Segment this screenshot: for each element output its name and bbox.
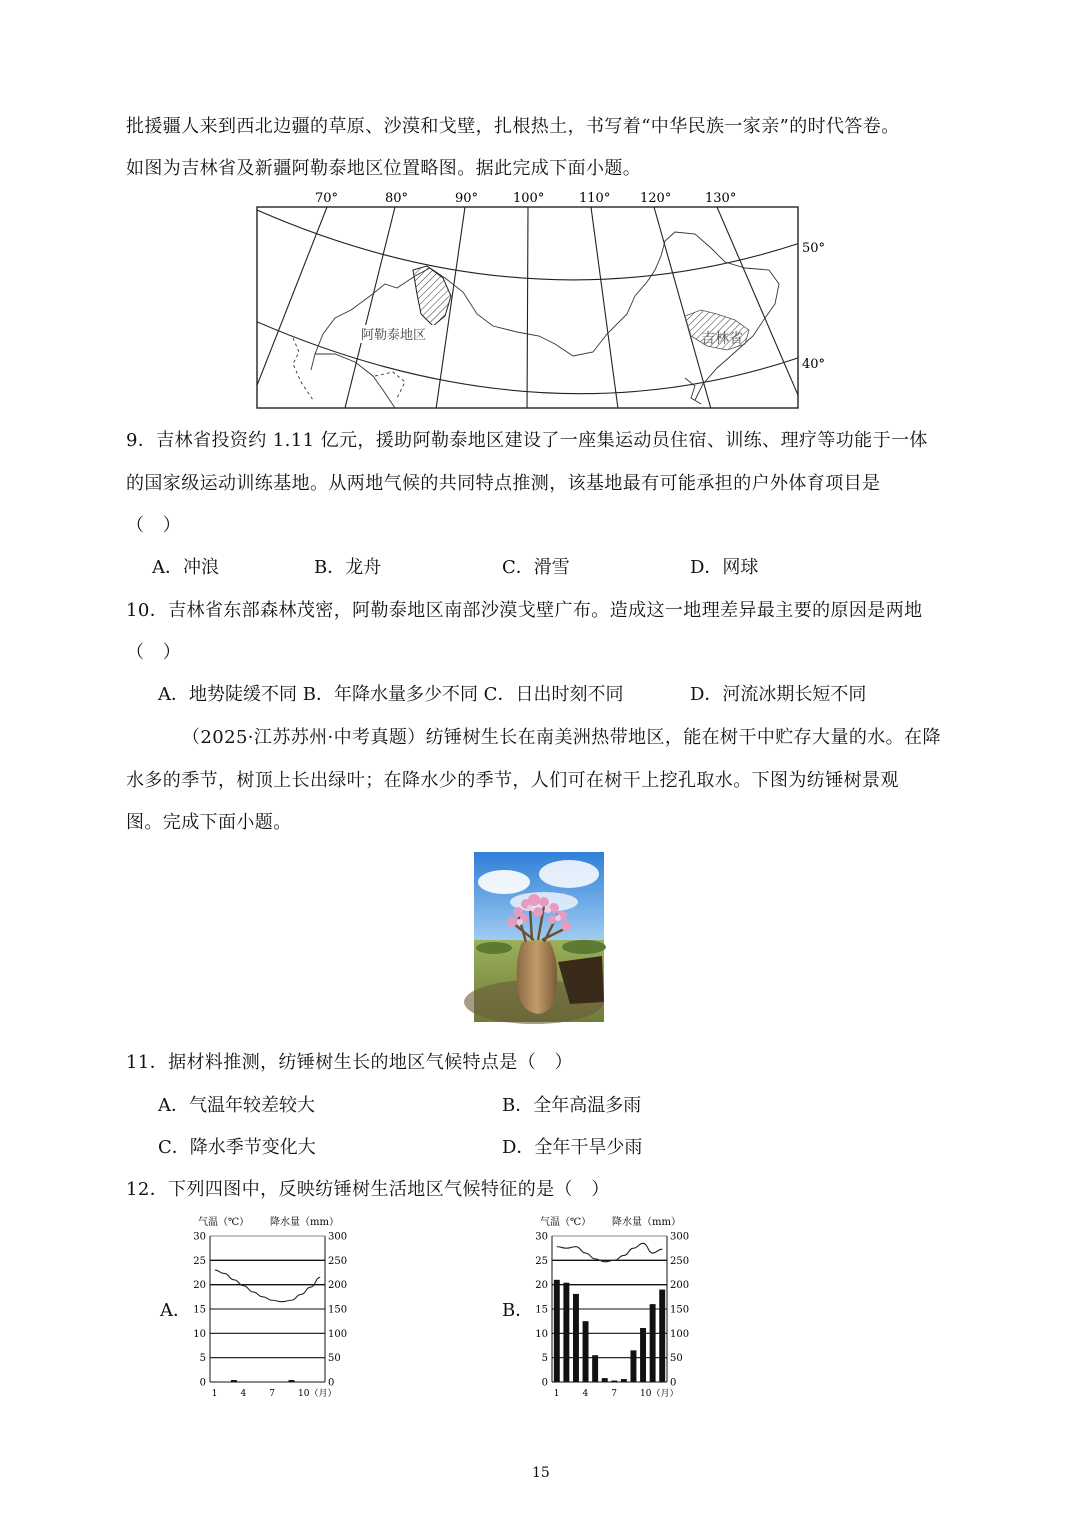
lon-label-130: 130° [705,191,737,206]
left-tick-label: 15 [535,1304,548,1316]
left-tick-label: 5 [199,1353,206,1365]
left-tick-label: 10 [535,1328,548,1340]
right-tick-label: 300 [670,1231,690,1243]
q11-option-a[interactable]: A．气温年较差较大 [158,1095,315,1116]
precip-bar-month-12 [659,1290,665,1382]
left-tick-label: 25 [535,1255,548,1267]
lon-label-110: 110° [579,191,611,206]
lon-label-70: 70° [315,191,339,206]
q12-stem: 12．下列四图中，反映纺锤树生活地区气候特征的是（ ） [126,1179,610,1200]
location-map [255,186,826,412]
lon-label-90: 90° [455,191,479,206]
q9-line-1: 9．吉林省投资约 1.11 亿元，援助阿勒泰地区建设了一座集运动员住宿、训练、理疗等功能于一体 [126,430,928,451]
chart-a-option-label[interactable]: A． [160,1300,191,1321]
x-tick-label: 7 [611,1389,618,1399]
q11-stem: 11．据材料推测，纺锤树生长的地区气候特点是（ ） [126,1052,573,1073]
precip-bar-month-7 [611,1381,617,1382]
jilin-label: 吉林省 [701,331,743,347]
right-tick-label: 250 [670,1255,690,1267]
lat-label-50: 50° [802,241,826,256]
left-tick-label: 30 [193,1231,206,1243]
x-tick-label: 1 [553,1389,560,1399]
lat-label-40: 40° [802,357,826,372]
x-tick-label: 4 [240,1389,247,1399]
right-tick-label: 200 [328,1280,348,1292]
left-axis-title: 气温（℃） [540,1217,592,1228]
q9-paren: （ ） [126,515,182,536]
left-tick-label: 20 [535,1280,548,1292]
right-tick-label: 100 [670,1328,690,1340]
right-tick-label: 50 [328,1353,341,1365]
left-tick-label: 0 [199,1377,206,1389]
chart-b-option-label[interactable]: B． [502,1300,534,1321]
left-axis-title: 气温（℃） [198,1217,250,1228]
right-tick-label: 100 [328,1328,348,1340]
left-tick-label: 0 [541,1377,548,1389]
x-tick-label: 7 [269,1389,276,1399]
right-tick-label: 50 [670,1353,683,1365]
q9-option-d[interactable]: D．网球 [690,557,759,578]
left-tick-label: 15 [193,1304,206,1316]
altay-label: 阿勒泰地区 [361,328,427,343]
climate-chart-b [522,1210,712,1400]
page-number: 15 [532,1465,550,1481]
left-tick-label: 20 [193,1280,206,1292]
precip-bar-month-4 [583,1321,589,1382]
left-tick-label: 10 [193,1328,206,1340]
right-tick-label: 200 [670,1280,690,1292]
q9-option-b[interactable]: B．龙舟 [314,557,382,578]
precip-bar-month-9 [630,1350,636,1382]
q10-option-d[interactable]: D．河流冰期长短不同 [690,684,867,705]
precip-bar-month-3 [231,1380,237,1382]
temperature-curve [215,1270,320,1302]
precip-bar-month-5 [592,1355,598,1382]
lon-label-100: 100° [513,191,545,206]
right-tick-label: 250 [328,1255,348,1267]
q11-option-d[interactable]: D．全年干旱少雨 [502,1137,643,1158]
q11-option-b[interactable]: B．全年高温多雨 [502,1095,642,1116]
q10-paren: （ ） [126,642,182,663]
x-tick-label: 4 [582,1389,589,1399]
q9-option-c[interactable]: C．滑雪 [502,557,570,578]
passage-line-1: （2025·江苏苏州·中考真题）纺锤树生长在南美洲热带地区，能在树干中贮存大量的水。在降 [182,727,941,748]
left-tick-label: 30 [535,1231,548,1243]
passage-line-3: 图。完成下面小题。 [126,812,292,833]
precip-bar-month-6 [602,1378,608,1382]
intro-line-1: 批援疆人来到西北边疆的草原、沙漠和戈壁，扎根热土，书写着“中华民族一家亲”的时代答卷。 [126,116,900,137]
right-axis-title: 降水量（mm） [270,1217,339,1228]
intro-line-2: 如图为吉林省及新疆阿勒泰地区位置略图。据此完成下面小题。 [126,158,642,179]
precip-bar-month-3 [573,1294,579,1382]
left-tick-label: 5 [541,1353,548,1365]
right-tick-label: 0 [670,1377,677,1389]
q10-line-1: 10．吉林省东部森林茂密，阿勒泰地区南部沙漠戈壁广布。造成这一地理差异最主要的原因是两地 [126,600,923,621]
precip-bar-month-11 [650,1304,656,1382]
passage-line-2: 水多的季节，树顶上长出绿叶；在降水少的季节，人们可在树干上挖孔取水。下图为纺锤树景观 [126,770,899,791]
precip-bar-month-1 [554,1280,560,1382]
right-tick-label: 150 [670,1304,690,1316]
climate-chart-a [180,1210,370,1400]
precip-bar-month-9 [288,1380,294,1382]
q9-line-2: 的国家级运动训练基地。从两地气候的共同特点推测，该基地最有可能承担的户外体育项目是 [126,473,881,494]
right-tick-label: 150 [328,1304,348,1316]
lon-label-80: 80° [385,191,409,206]
x-tick-label: 10（月） [298,1389,337,1399]
right-axis-title: 降水量（mm） [612,1217,681,1228]
q11-option-c[interactable]: C．降水季节变化大 [158,1137,316,1158]
right-tick-label: 300 [328,1231,348,1243]
x-tick-label: 10（月） [640,1389,679,1399]
right-tick-label: 0 [328,1377,335,1389]
temperature-curve [557,1243,662,1261]
q10-options-abc[interactable]: A．地势陡缓不同 B．年降水量多少不同 C．日出时刻不同 [158,684,624,705]
x-tick-label: 1 [211,1389,218,1399]
precip-bar-month-2 [563,1283,569,1382]
lon-label-120: 120° [640,191,672,206]
bottle-tree-photo [474,852,604,1022]
q9-option-a[interactable]: A．冲浪 [152,557,219,578]
precip-bar-month-8 [621,1379,627,1382]
left-tick-label: 25 [193,1255,206,1267]
precip-bar-month-10 [640,1328,646,1382]
